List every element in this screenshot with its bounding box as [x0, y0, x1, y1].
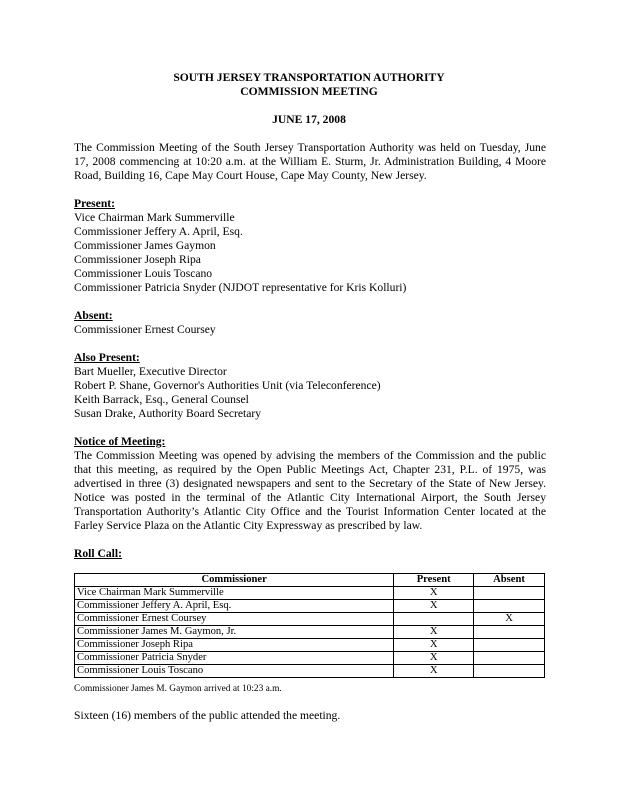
present-cell: X: [394, 600, 474, 613]
also-present-item: Bart Mueller, Executive Director: [74, 365, 227, 378]
absent-heading: Absent:: [74, 309, 113, 322]
notice-section: [74, 435, 546, 533]
notice-heading: Notice of Meeting:: [74, 435, 166, 448]
present-item: Commissioner Patricia Snyder (NJDOT representative for Kris Kolluri): [74, 281, 407, 294]
present-item: Commissioner Joseph Ripa: [74, 253, 201, 266]
absent-cell: [474, 600, 545, 613]
commissioner-cell: Commissioner James M. Gaymon, Jr.: [75, 626, 394, 639]
present-cell: X: [394, 639, 474, 652]
present-item: Vice Chairman Mark Summerville: [74, 211, 235, 224]
table-header-row: [75, 574, 545, 587]
commissioner-cell: Commissioner Joseph Ripa: [75, 639, 394, 652]
arrival-note: Commissioner James M. Gaymon arrived at 10:23 a.m.: [74, 684, 282, 694]
absent-cell: [474, 626, 545, 639]
absent-cell: [474, 639, 545, 652]
also-present-item: Robert P. Shane, Governor's Authorities Unit (via Teleconference): [74, 379, 381, 392]
absent-cell: [474, 587, 545, 600]
table-row: [75, 626, 545, 639]
commissioner-cell: Commissioner Ernest Coursey: [75, 613, 394, 626]
column-header-absent: Absent: [474, 574, 545, 587]
present-section: [74, 197, 546, 295]
table-row: [75, 600, 545, 613]
meeting-title: COMMISSION MEETING: [240, 85, 378, 98]
table-row: [75, 613, 545, 626]
meeting-date: JUNE 17, 2008: [272, 113, 346, 126]
column-header-present: Present: [394, 574, 474, 587]
absent-section: [74, 309, 546, 337]
commissioner-cell: Vice Chairman Mark Summerville: [75, 587, 394, 600]
roll-call-heading: Roll Call:: [74, 547, 122, 560]
absent-cell: [474, 665, 545, 678]
org-title: SOUTH JERSEY TRANSPORTATION AUTHORITY: [173, 71, 445, 84]
present-heading: Present:: [74, 197, 115, 210]
also-present-item: Susan Drake, Authority Board Secretary: [74, 407, 262, 420]
absent-cell: X: [474, 613, 545, 626]
present-cell: [394, 613, 474, 626]
intro-paragraph: The Commission Meeting of the South Jersey Transportation Authority was held on Tuesday, June 17, 2008 commencing at 10:20 a.m. at the William E. Sturm, Jr. Administration Building, 4 Moore Road, Building 16, Cape May Court House, Cape May County, New Jersey.: [74, 141, 546, 182]
roll-call-table: [74, 573, 545, 678]
present-cell: X: [394, 626, 474, 639]
present-item: Commissioner James Gaymon: [74, 239, 216, 252]
absent-cell: [474, 652, 545, 665]
table-row: [75, 652, 545, 665]
public-attendance: Sixteen (16) members of the public attended the meeting.: [74, 709, 341, 722]
present-item: Commissioner Louis Toscano: [74, 267, 213, 280]
table-row: [75, 665, 545, 678]
commissioner-cell: Commissioner Patricia Snyder: [75, 652, 394, 665]
present-item: Commissioner Jeffery A. April, Esq.: [74, 225, 243, 238]
also-present-section: [74, 351, 546, 421]
present-cell: X: [394, 665, 474, 678]
column-header-commissioner: Commissioner: [75, 574, 394, 587]
table-row: [75, 587, 545, 600]
table-row: [75, 639, 545, 652]
present-cell: X: [394, 652, 474, 665]
present-cell: X: [394, 587, 474, 600]
commissioner-cell: Commissioner Louis Toscano: [75, 665, 394, 678]
absent-item: Commissioner Ernest Coursey: [74, 323, 216, 336]
also-present-item: Keith Barrack, Esq., General Counsel: [74, 393, 249, 406]
also-present-heading: Also Present:: [74, 351, 140, 364]
notice-paragraph: The Commission Meeting was opened by advising the members of the Commission and the public that this meeting, as required by the Open Public Meetings Act, Chapter 231, P.L. of 1975, was advertised in three (3) designated newspapers and sent to the Secretary of the State of New Jersey. Notice was posted in the terminal of the Atlantic City International Airport, the South Jersey Transportation Authority’s Atlantic City Office and the Tourist Information Center located at the Farley Service Plaza on the Atlantic City Expressway as prescribed by law.: [74, 449, 546, 532]
commissioner-cell: Commissioner Jeffery A. April, Esq.: [75, 600, 394, 613]
